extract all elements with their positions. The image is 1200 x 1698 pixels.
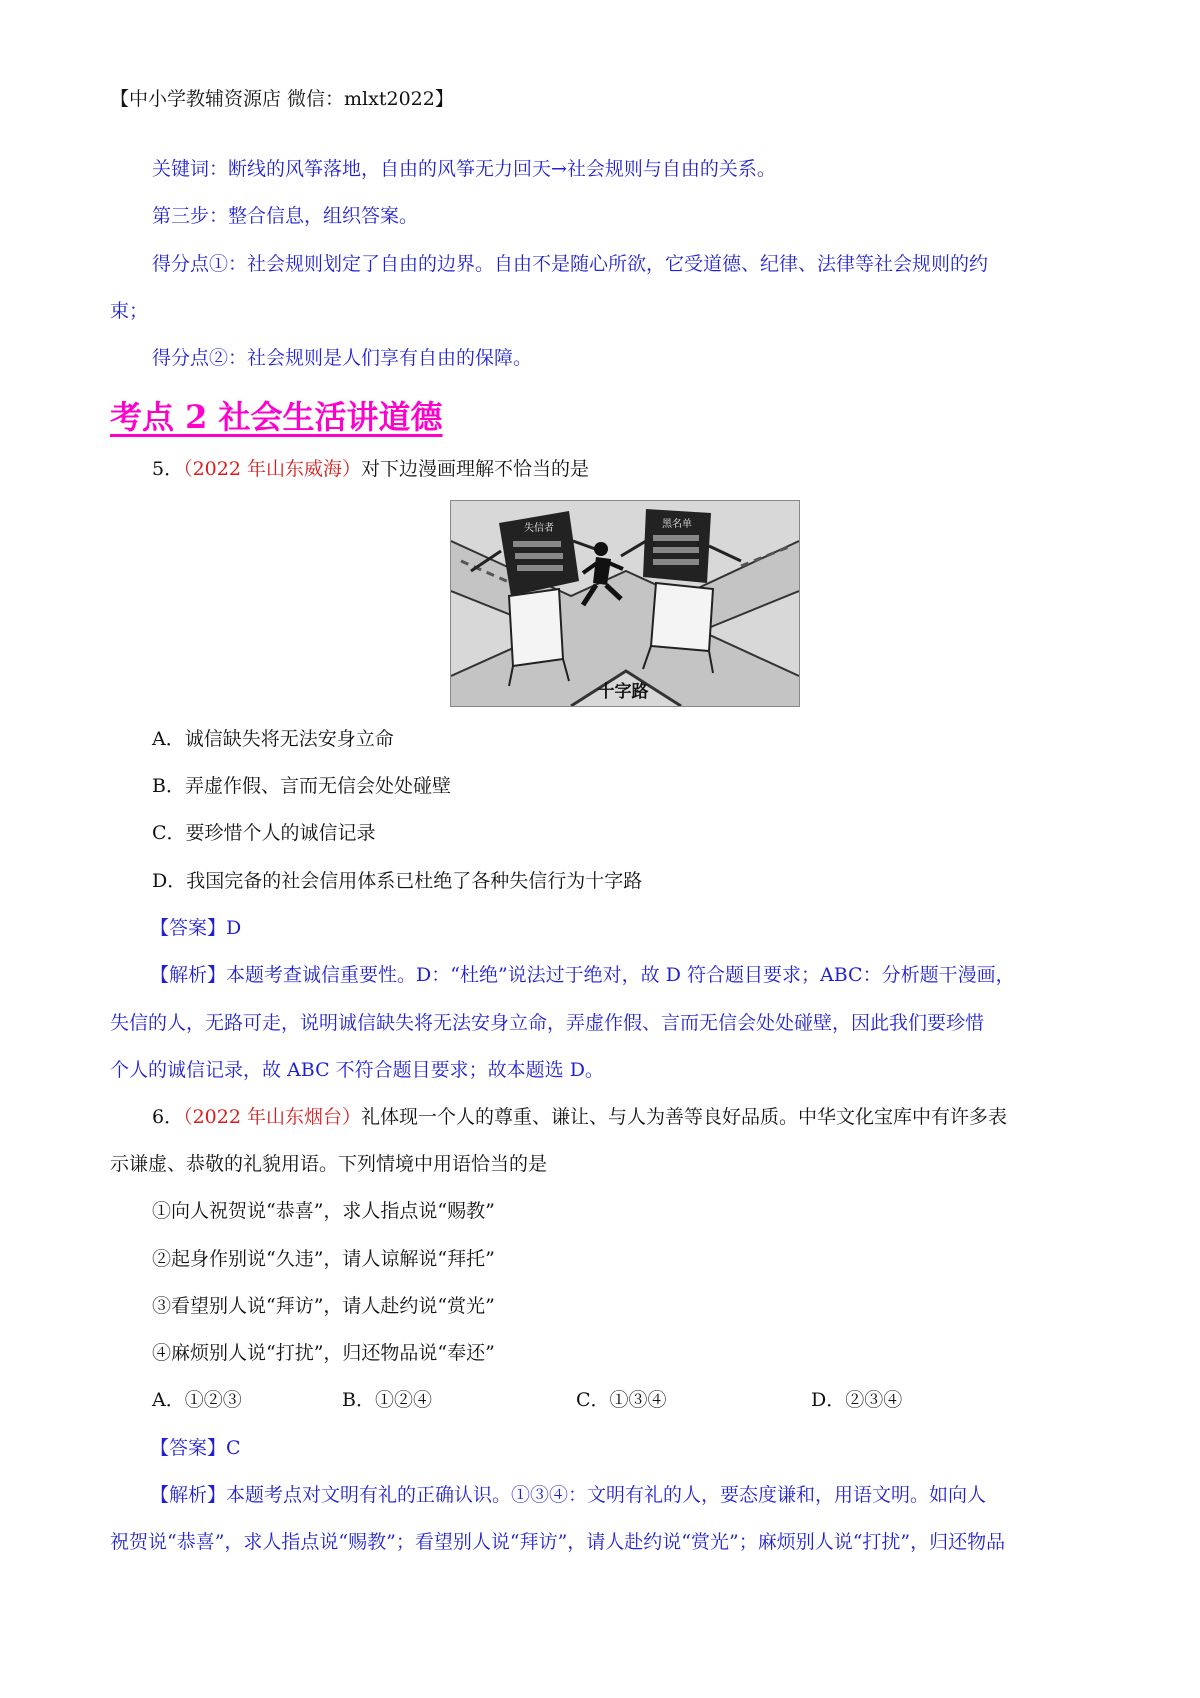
source-header: 【中小学教辅资源店 微信：mlxt2022】	[110, 88, 454, 110]
q6-choice-c: C．①③④	[576, 1389, 667, 1411]
q5-analysis-label: 【解析】	[150, 964, 227, 986]
q5-answer-value: D	[226, 917, 242, 939]
cartoon-right-sign-label: 黑名单	[662, 519, 692, 530]
q5-option-c: C．要珍惜个人的诚信记录	[152, 822, 376, 844]
q6-choice-b: B．①②④	[342, 1389, 432, 1411]
q6-source: （2022 年山东烟台）	[183, 1106, 361, 1128]
q6-analysis-line1: 【解析】本题考点对文明有礼的正确认识。①③④：文明有礼的人，要态度谦和，用语文明。如向人	[150, 1484, 987, 1506]
analysis-point1-cont: 束；	[110, 300, 149, 322]
analysis-keywords: 关键词：断线的风筝落地，自由的风筝无力回天→社会规则与自由的关系。	[152, 158, 776, 180]
q6-stem-line2: 示谦虚、恭敬的礼貌用语。下列情境中用语恰当的是	[110, 1153, 548, 1175]
q5-answer	[150, 917, 241, 940]
q5-stem	[152, 458, 589, 481]
q5-cartoon	[450, 500, 800, 707]
cartoon-left-sign-label: 失信者	[524, 523, 554, 534]
q6-choice-d: D．②③④	[811, 1389, 903, 1411]
q5-analysis-line3: 个人的诚信记录，故 ABC 不符合题目要求；故本题选 D。	[110, 1059, 604, 1081]
analysis-point1: 得分点①：社会规则划定了自由的边界。自由不是随心所欲，它受道德、纪律、法律等社会规则的约	[152, 253, 989, 275]
q5-source: （2022 年山东威海）	[183, 458, 361, 480]
q6-answer-value: C	[226, 1437, 241, 1459]
cartoon-caption: 十字路	[597, 682, 649, 702]
q5-analysis-line2: 失信的人，无路可走，说明诚信缺失将无法安身立命，弄虚作假、言而无信会处处碰壁，因此我们要珍惜	[110, 1012, 985, 1034]
q6-analysis-line2: 祝贺说“恭喜”，求人指点说“赐教”；看望别人说“拜访”，请人赴约说“赏光”；麻烦别人说“打扰”，归还物品	[110, 1531, 1006, 1553]
q6-item-3: ③看望别人说“拜访”，请人赴约说“赏光”	[152, 1295, 495, 1317]
q6-number: 6．	[152, 1106, 184, 1128]
q5-option-b: B．弄虚作假、言而无信会处处碰壁	[152, 775, 451, 797]
section-heading: 考点 2 社会生活讲道德	[110, 398, 443, 436]
q6-item-4: ④麻烦别人说“打扰”，归还物品说“奉还”	[152, 1342, 495, 1364]
q5-number: 5．	[152, 458, 184, 480]
q6-answer	[150, 1437, 241, 1460]
q6-item-1: ①向人祝贺说“恭喜”，求人指点说“赐教”	[152, 1200, 495, 1222]
q5-answer-label: 【答案】	[150, 917, 227, 939]
q6-stem-line1: 6．（2022 年山东烟台）礼体现一个人的尊重、谦让、与人为善等良好品质。中华文化宝库中有许多表	[152, 1106, 1008, 1128]
analysis-point2: 得分点②：社会规则是人们享有自由的保障。	[152, 347, 533, 369]
q6-choice-a: A．①②③	[152, 1389, 242, 1411]
q5-analysis-line1: 【解析】本题考查诚信重要性。D：“杜绝”说法过于绝对，故 D 符合题目要求；ABC：分析题干漫画，	[150, 964, 1015, 986]
q5-option-a: A．诚信缺失将无法安身立命	[152, 728, 394, 750]
q6-analysis-label: 【解析】	[150, 1484, 227, 1506]
q6-item-2: ②起身作别说“久违”，请人谅解说“拜托”	[152, 1248, 495, 1270]
analysis-step3: 第三步：整合信息，组织答案。	[152, 205, 419, 227]
q5-option-d: D．我国完备的社会信用体系已杜绝了各种失信行为十字路	[152, 870, 643, 892]
q5-stem-text: 对下边漫画理解不恰当的是	[361, 458, 590, 480]
q6-answer-label: 【答案】	[150, 1437, 227, 1459]
